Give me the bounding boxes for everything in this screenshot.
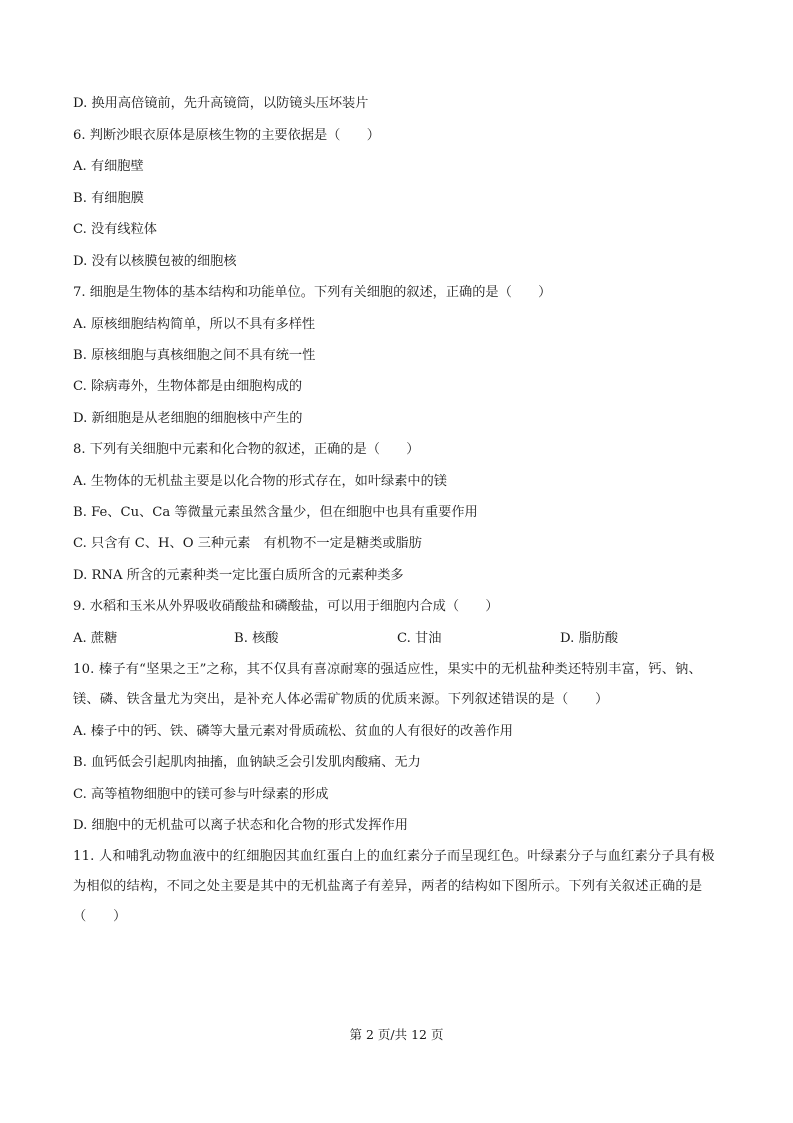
q8-stem: 8. 下列有关细胞中元素和化合物的叙述，正确的是（ ） (73, 442, 420, 457)
q9-option-b: B. 核酸 (234, 631, 279, 646)
q9-option-c: C. 甘油 (397, 631, 442, 646)
q5-option-d: D. 换用高倍镜前，先升高镜筒，以防镜头压坏装片 (73, 96, 369, 111)
q9-stem: 9. 水稻和玉米从外界吸收硝酸盐和磷酸盐，可以用于细胞内合成（ ） (73, 599, 499, 614)
q10-option-c: C. 高等植物细胞中的镁可参与叶绿素的形成 (73, 787, 329, 802)
q7-option-a: A. 原核细胞结构简单，所以不具有多样性 (73, 317, 316, 332)
q7-stem: 7. 细胞是生物体的基本结构和功能单位。下列有关细胞的叙述，正确的是（ ） (73, 285, 552, 300)
q7-option-d: D. 新细胞是从老细胞的细胞核中产生的 (73, 411, 303, 426)
q9-option-a: A. 蔗糖 (73, 631, 118, 646)
q6-option-b: B. 有细胞膜 (73, 191, 144, 206)
q6-stem: 6. 判断沙眼衣原体是原核生物的主要依据是（ ） (73, 128, 380, 143)
q8-option-b: B. Fe、Cu、Ca 等微量元素虽然含量少，但在细胞中也具有重要作用 (73, 505, 478, 520)
q10-stem: 10. 榛子有“坚果之王”之称，其不仅具有喜凉耐寒的强适应性，果实中的无机盐种类还特别丰富，钙、钠、镁、磷、铁含量尤为突出，是补充人体必需矿物质的优质来源。下列叙述错误的是（ ） (73, 662, 702, 707)
q8-option-c: C. 只含有 C、H、O 三种元素 有机物不一定是糖类或脂肪 (73, 536, 422, 551)
page-footer: 第 2 页/共 12 页 (349, 1027, 444, 1042)
q6-option-d: D. 没有以核膜包被的细胞核 (73, 254, 237, 269)
q9-option-d: D. 脂肪酸 (560, 631, 619, 646)
q10-option-a: A. 榛子中的钙、铁、磷等大量元素对骨质疏松、贫血的人有很好的改善作用 (73, 724, 513, 739)
q6-option-c: C. 没有线粒体 (73, 222, 157, 237)
q6-option-a: A. 有细胞壁 (73, 159, 144, 174)
q10-option-b: B. 血钙低会引起肌肉抽搐，血钠缺乏会引发肌肉酸痛、无力 (73, 755, 421, 770)
q7-option-c: C. 除病毒外，生物体都是由细胞构成的 (73, 379, 303, 394)
q8-option-d: D. RNA 所含的元素种类一定比蛋白质所含的元素种类多 (73, 568, 404, 583)
q10-option-d: D. 细胞中的无机盐可以离子状态和化合物的形式发挥作用 (73, 818, 408, 833)
q11-stem: 11. 人和哺乳动物血液中的红细胞因其血红蛋白上的血红素分子而呈现红色。叶绿素分子与血红素分子具有极为相似的结构，不同之处主要是其中的无机盐离子有差异，两者的结构如下图所示。下列有关叙述正确的是（ ） (73, 849, 715, 924)
q7-option-b: B. 原核细胞与真核细胞之间不具有统一性 (73, 348, 316, 363)
q8-option-a: A. 生物体的无机盐主要是以化合物的形式存在，如叶绿素中的镁 (73, 474, 447, 489)
